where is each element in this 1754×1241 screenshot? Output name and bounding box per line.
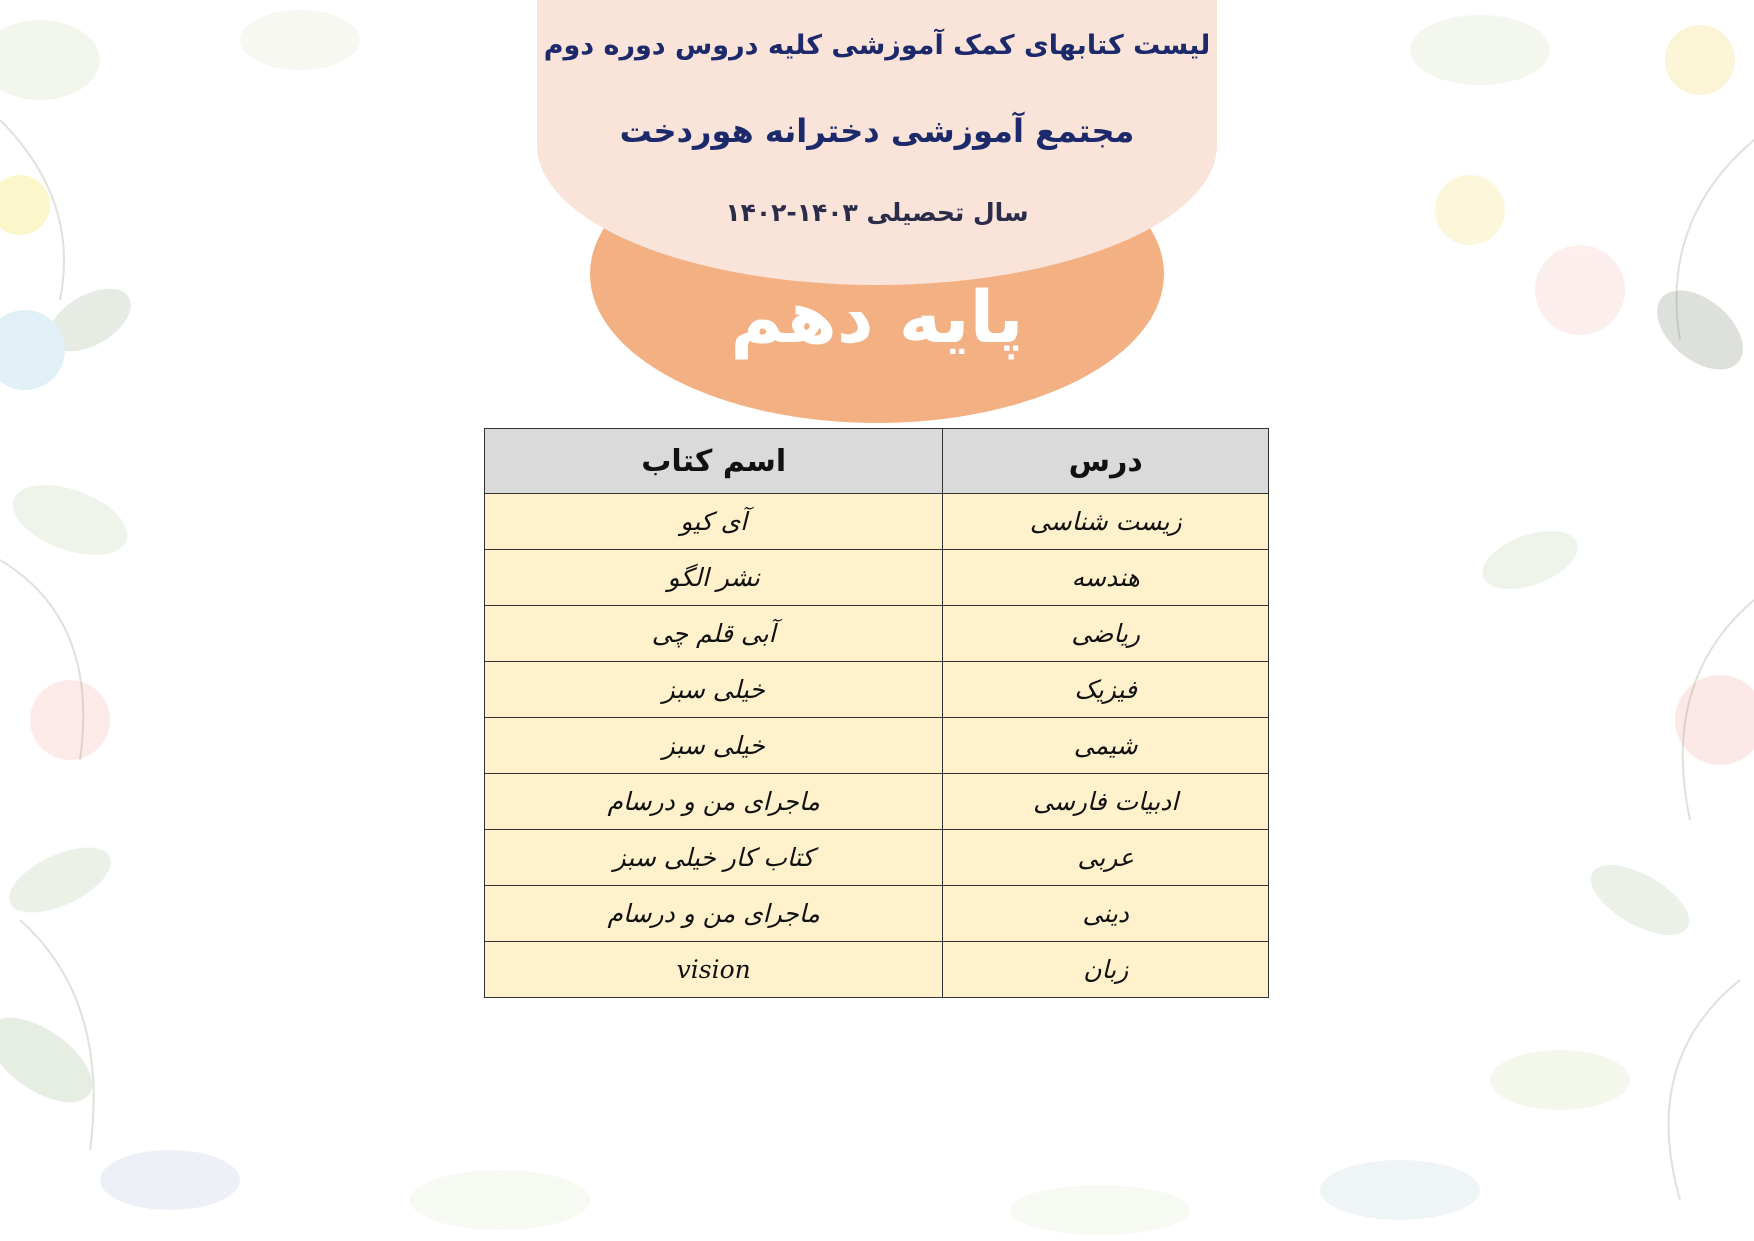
table-row [485,718,1269,774]
book-column-header: اسم کتاب [485,429,943,494]
book-cell: آبی قلم چی [485,606,943,662]
table-row [485,550,1269,606]
book-cell: ماجرای من و درسام [485,774,943,830]
book-cell: کتاب کار خیلی سبز [485,830,943,886]
book-list-table [484,428,1269,998]
book-cell: خیلی سبز [485,718,943,774]
table-row [485,942,1269,998]
school-name: مجتمع آموزشی دخترانه هوردخت [619,112,1135,150]
subject-cell: فیزیک [943,662,1269,718]
book-cell: خیلی سبز [485,662,943,718]
subject-cell: ریاضی [943,606,1269,662]
book-cell: آی کیو [485,494,943,550]
table-header-row [485,429,1269,494]
book-cell: نشر الگو [485,550,943,606]
table-row [485,830,1269,886]
academic-year: سال تحصیلی ۱۴۰۳-۱۴۰۲ [725,198,1029,227]
table-row [485,662,1269,718]
book-cell: vision [485,942,943,998]
table-row [485,774,1269,830]
table-row [485,886,1269,942]
subject-column-header: درس [943,429,1269,494]
list-title: لیست کتابهای کمک آموزشی کلیه دروس دوره دوم [543,30,1211,61]
table-row [485,606,1269,662]
subject-cell: ادبیات فارسی [943,774,1269,830]
subject-cell: عربی [943,830,1269,886]
subject-cell: شیمی [943,718,1269,774]
table-row [485,494,1269,550]
subject-cell: هندسه [943,550,1269,606]
subject-cell: دینی [943,886,1269,942]
book-cell: ماجرای من و درسام [485,886,943,942]
subject-cell: زبان [943,942,1269,998]
subject-cell: زیست شناسی [943,494,1269,550]
grade-title: پایه دهم [730,275,1024,359]
